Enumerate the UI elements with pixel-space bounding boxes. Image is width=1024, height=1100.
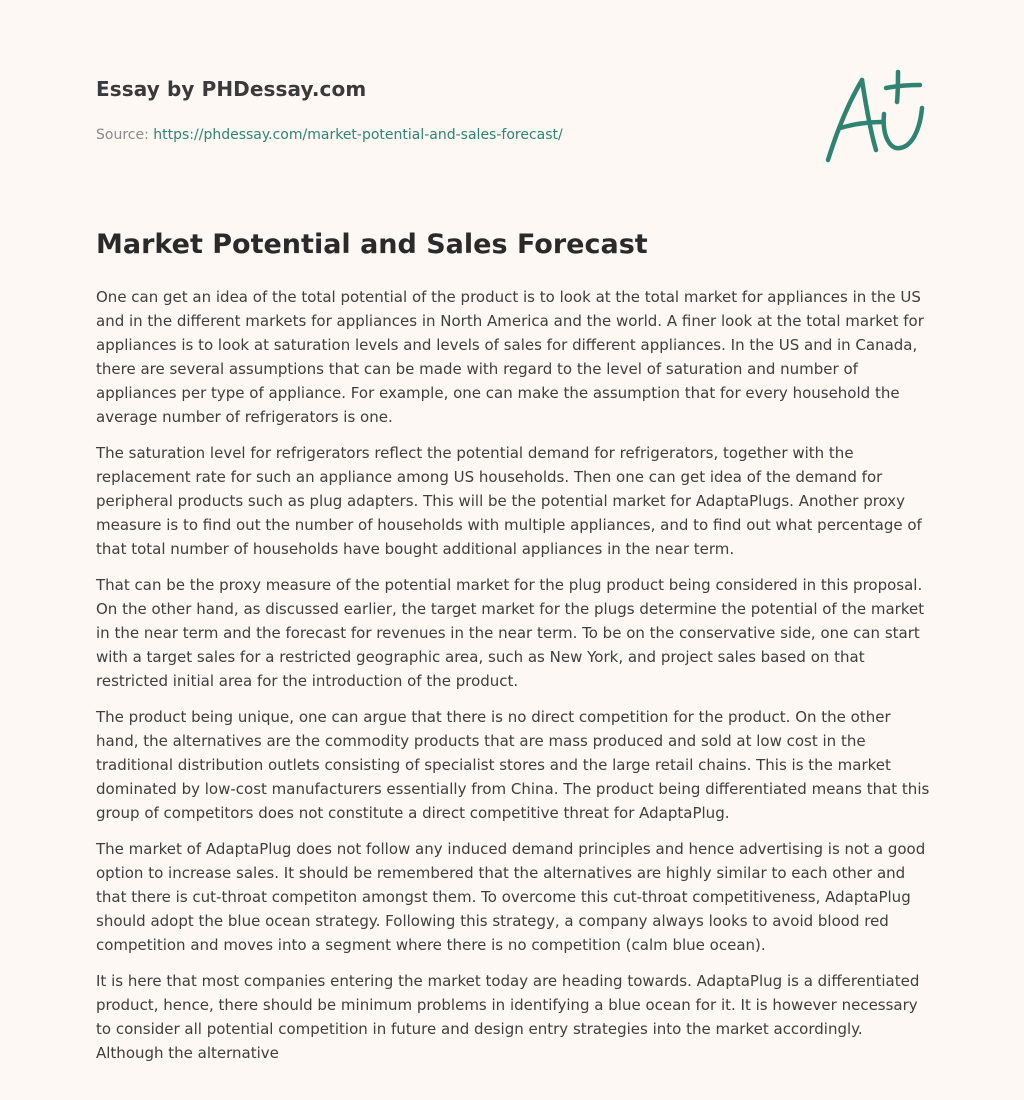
article-title: Market Potential and Sales Forecast [96,229,648,260]
article-paragraph: One can get an idea of the total potential of the product is to look at the total market for appliances in the US and in the different markets for appliances in North America and the world. A finer look at the total market for appliances is to look at saturation levels and levels of sales for different appliances. In the US and in Canada, there are several assumptions that can be made with regard to the level of saturation and number of appliances per type of appliance. For example, one can make the assumption that for every household the average number of refrigerators is one. [96,288,924,426]
source-line [96,126,796,144]
article-body [96,285,932,1077]
article-paragraph: The product being unique, one can argue that there is no direct competition for the product. On the other hand, the alternatives are the commodity products that are mass produced and sold at low cost in the traditional distribution outlets consisting of specialist stores and the large retail chains. This is the market dominated by low-cost manufacturers essentially from China. The product being differentiated means that this group of competitors does not constitute a direct competitive threat for AdaptaPlug. [96,708,930,822]
a-plus-logo-icon [820,68,930,168]
site-title: Essay by PHDessay.com [96,77,367,101]
article-paragraph: That can be the proxy measure of the potential market for the plug product being considered in this proposal. On the other hand, as discussed earlier, the target market for the plugs determine the potential of the market in the near term and the forecast for revenues in the near term. To be on the conservative side, one can start with a target sales for a restricted geographic area, such as New York, and project sales based on that restricted initial area for the introduction of the product. [96,576,925,690]
source-label: Source: [96,127,149,143]
essay-header [96,74,796,144]
article-paragraph: The market of AdaptaPlug does not follow any induced demand principles and hence advertising is not a good option to increase sales. It should be remembered that the alternatives are highly similar to each other and that there is cut-throat competiton amongst them. To overcome this cut-throat competitiveness, AdaptaPlug should adopt the blue ocean strategy. Following this strategy, a company always looks to avoid blood red competition and moves into a segment where there is no competition (calm blue ocean). [96,840,926,954]
article-paragraph: It is here that most companies entering the market today are heading towards. AdaptaPlug is a differentiated product, hence, there should be minimum problems in identifying a blue ocean for it. It is however necessary to consider all potential competition in future and design entry strategies into the market accordingly. Although the alternative [96,972,920,1062]
article-paragraph: The saturation level for refrigerators reflect the potential demand for refrigerators, together with the replacement rate for such an appliance among US households. Then one can get idea of the demand for peripheral products such as plug adapters. This will be the potential market for AdaptaPlugs. Another proxy measure is to find out the number of households with multiple appliances, and to find out what percentage of that total number of households have bought additional appliances in the near term. [96,444,922,558]
source-link[interactable]: https://phdessay.com/market-potential-and-sales-forecast/ [153,127,563,143]
